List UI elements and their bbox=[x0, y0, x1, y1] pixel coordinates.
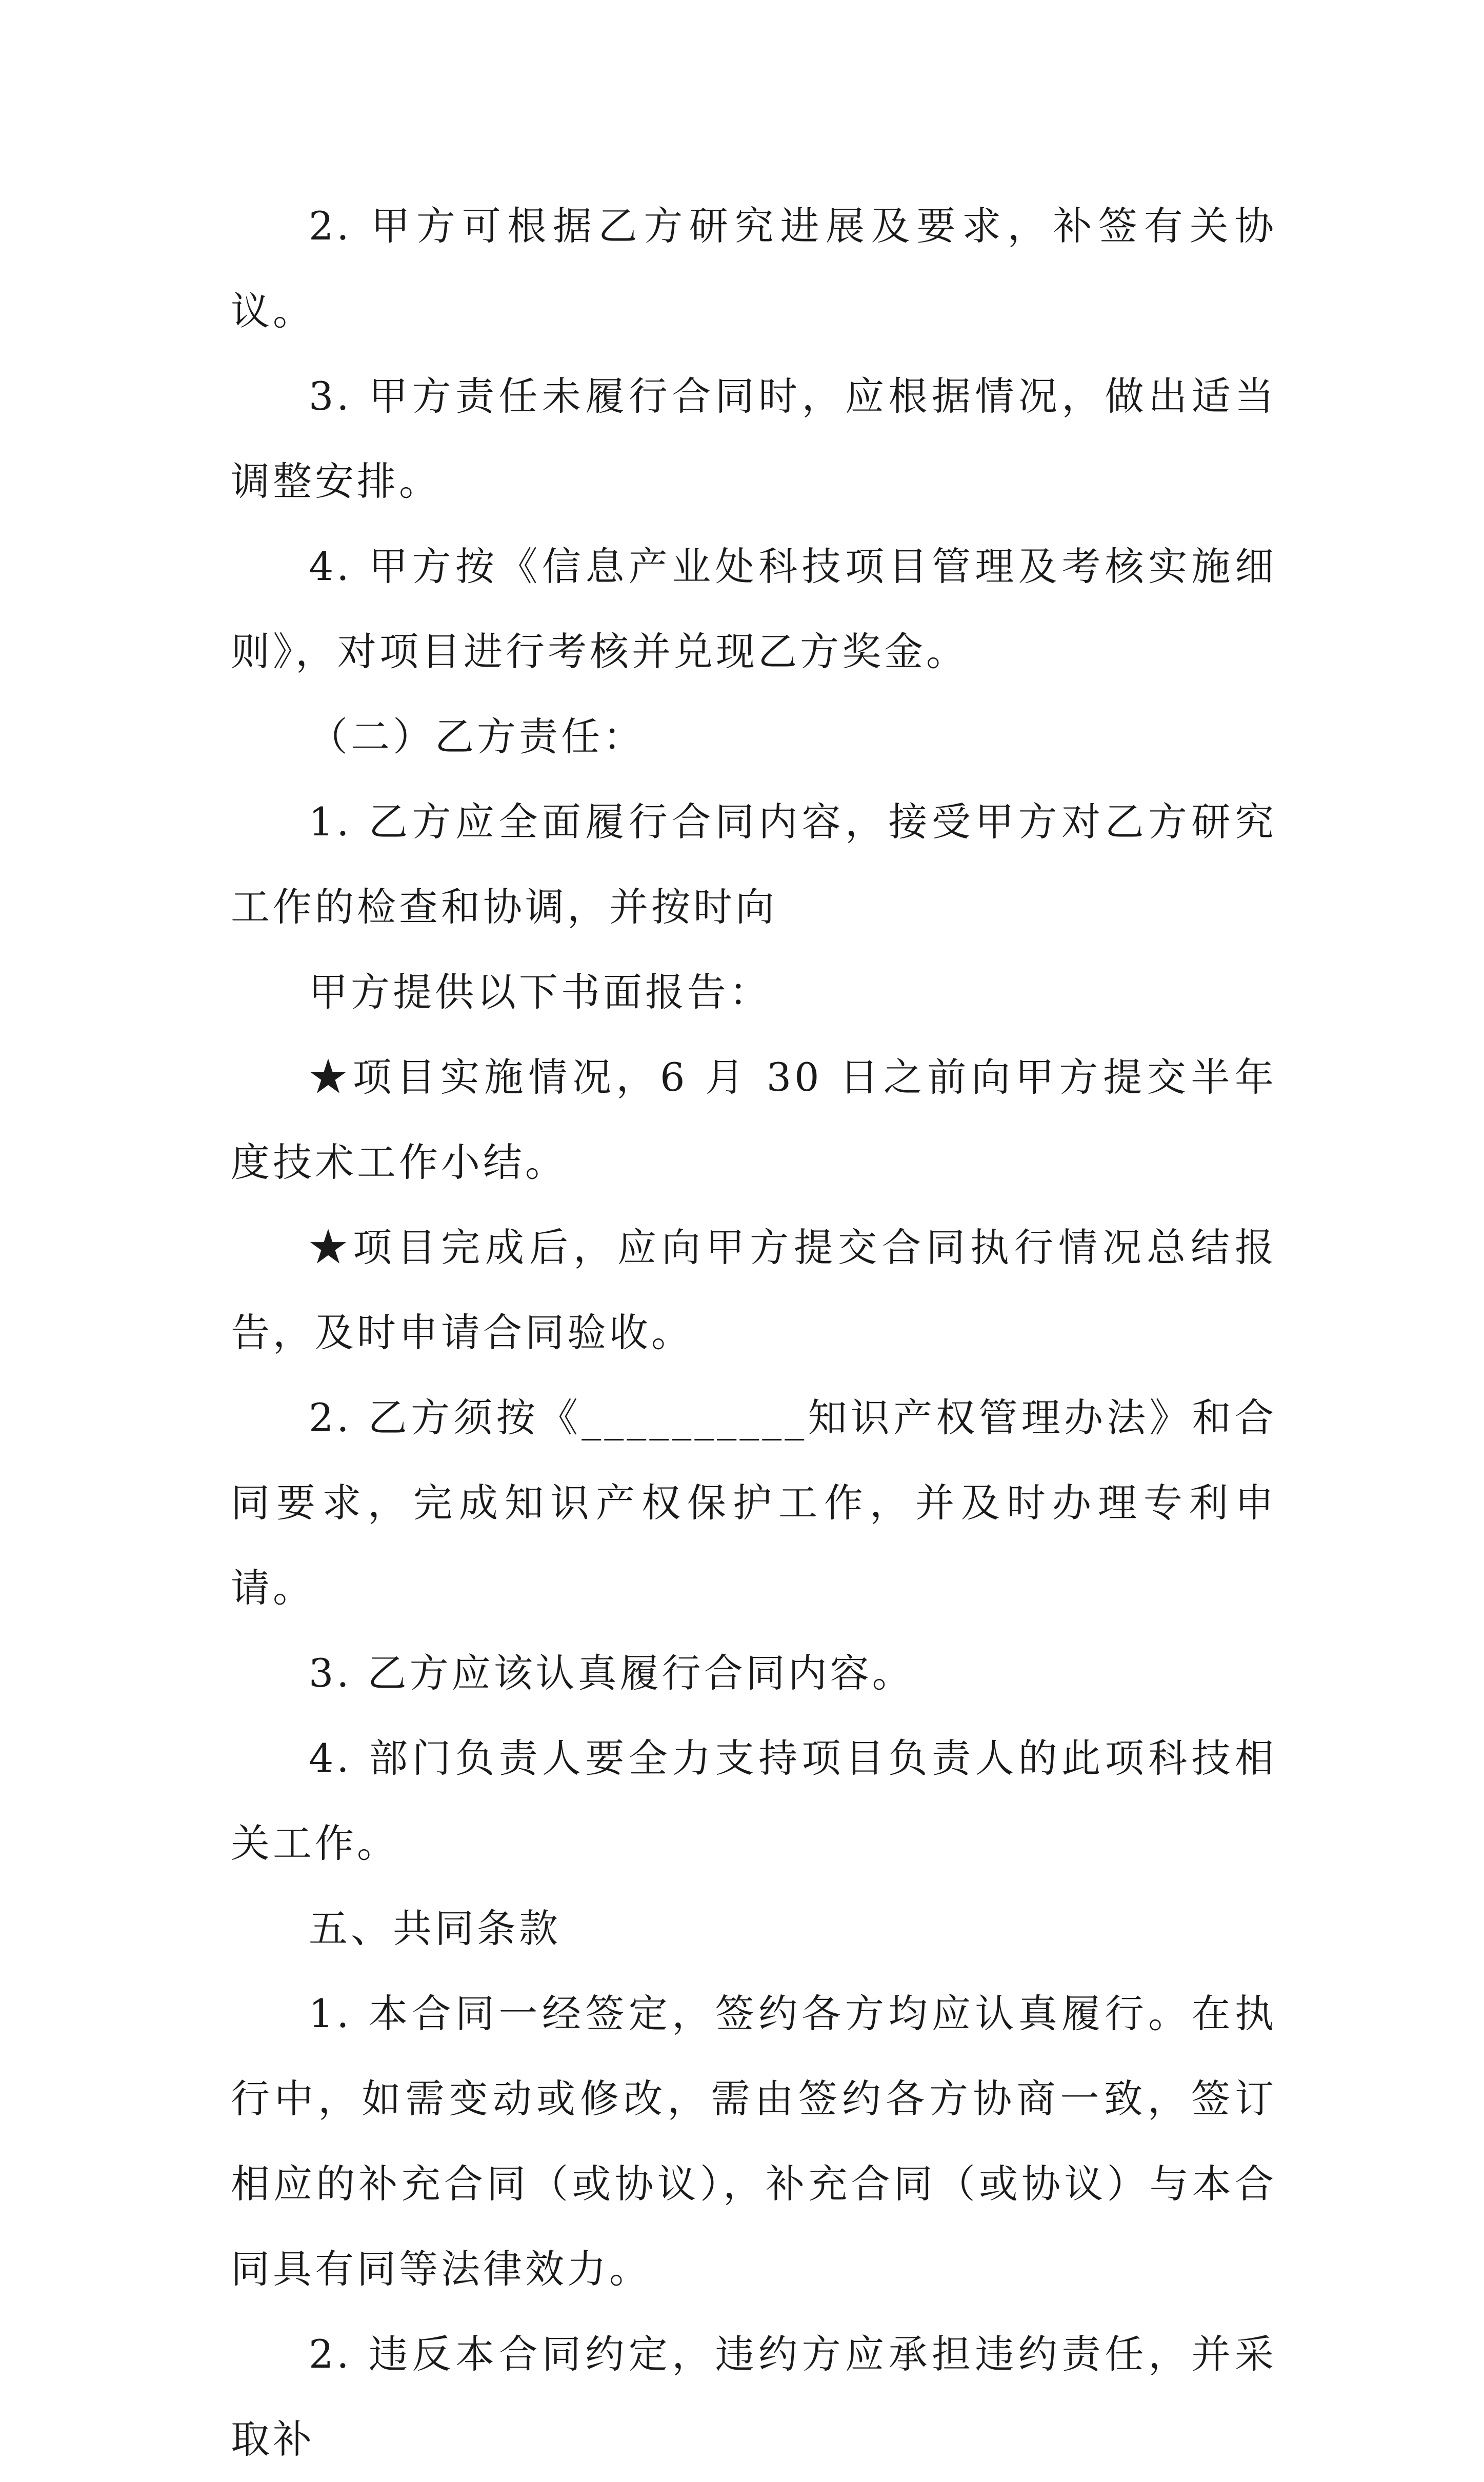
paragraph-clause-a4: 4. 甲方按《信息产业处科技项目管理及考核实施细则》，对项目进行考核并兑现乙方奖金。 bbox=[231, 544, 1277, 674]
document-body bbox=[231, 184, 1277, 2482]
section-heading-party-b: （二）乙方责任： bbox=[309, 714, 645, 759]
paragraph-common-1: 1. 本合同一经签定，签约各方均应认真履行。在执行中，如需变动或修改，需由签约各方协商一致，签订相应的补充合同（或协议），补充合同（或协议）与本合同具有同等法律效力。 bbox=[231, 1991, 1277, 2292]
paragraph-clause-b1: 1. 乙方应全面履行合同内容，接受甲方对乙方研究工作的检查和协调，并按时向 bbox=[231, 799, 1277, 930]
paragraph-clause-b2: 2. 乙方须按《__________知识产权管理办法》和合同要求，完成知识产权保护工作，并及时办理专利申请。 bbox=[231, 1395, 1277, 1611]
section-heading-common-terms: 五、共同条款 bbox=[309, 1906, 561, 1951]
paragraph-clause-a2: 2. 甲方可根据乙方研究进展及要求，补签有关协议。 bbox=[231, 203, 1277, 334]
bullet-progress-report: ★项目实施情况，6 月 30 日之前向甲方提交半年度技术工作小结。 bbox=[231, 1054, 1277, 1185]
paragraph-clause-a3: 3. 甲方责任未履行合同时，应根据情况，做出适当调整安排。 bbox=[231, 373, 1277, 504]
paragraph-clause-b3: 3. 乙方应该认真履行合同内容。 bbox=[309, 1650, 914, 1696]
bullet-final-report: ★项目完成后，应向甲方提交合同执行情况总结报告，及时申请合同验收。 bbox=[231, 1225, 1277, 1355]
paragraph-report-intro: 甲方提供以下书面报告： bbox=[309, 969, 771, 1015]
paragraph-common-2: 2. 违反本合同约定，违约方应承担违约责任，并采取补 bbox=[231, 2331, 1277, 2462]
paragraph-clause-b4: 4. 部门负责人要全力支持项目负责人的此项科技相关工作。 bbox=[231, 1735, 1277, 1866]
